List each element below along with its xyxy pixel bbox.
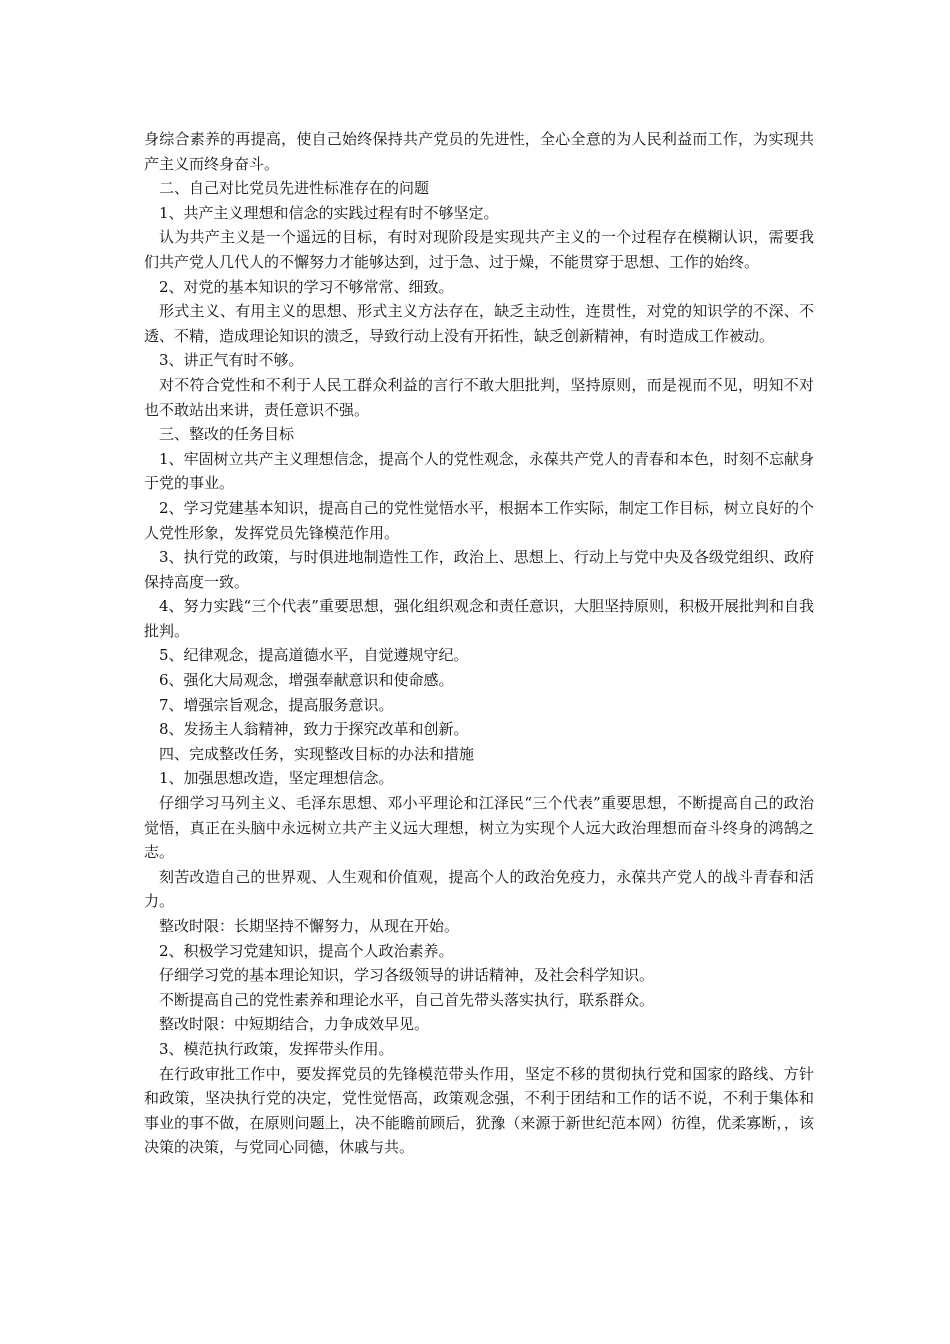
paragraph: 形式主义、有用主义的思想、形式主义方法存在，缺乏主动性，连贯性，对党的知识学的不深、不透、不精，造成理论知识的溃乏，导致行动上没有开拓性，缺乏创新精神，有时造成工作被动。 [144,302,814,345]
deadline-note: 整改时限：长期坚持不懈努力，从现在开始。 [159,917,460,935]
list-item: 3、模范执行政策，发挥带头作用。 [159,1039,394,1058]
paragraph: 仔细学习马列主义、毛泽东思想、邓小平理论和江泽民“三个代表”重要思想，不断提高自己的政治觉悟，真正在头脑中永远树立共产主义远大理想，树立为实现个人远大政治理想而奋斗终身的鸿鹄之志。 [144,794,814,862]
section-heading: 三、整改的任务目标 [159,425,295,444]
paragraph: 仔细学习党的基本理论知识，学习各级领导的讲话精神，及社会科学知识。 [159,966,655,985]
section-heading: 四、完成整改任务，实现整改目标的办法和措施 [159,744,475,763]
section-heading: 二、自己对比党员先进性标准存在的问题 [159,179,430,198]
paragraph: 认为共产主义是一个遥远的目标，有时对现阶段是实现共产主义的一个过程存在模糊认识，需要我们共产党人几代人的不懈努力才能够达到，过于急、过于燥，不能贯穿于思想、工作的始终。 [144,228,814,271]
paragraph: 身综合素养的再提高，使自己始终保持共产党员的先进性，全心全意的为人民利益而工作，为实现共产主义而终身奋斗。 [144,130,814,173]
list-item: 4、努力实践“三个代表”重要思想，强化组织观念和责任意识，大胆坚持原则，积极开展批判和自我批判。 [144,597,814,640]
list-item: 2、学习党建基本知识，提高自己的党性觉悟水平，根据本工作实际，制定工作目标，树立良好的个人党性形象，发挥党员先锋模范作用。 [144,498,814,542]
list-item: 1、牢固树立共产主义理想信念，提高个人的党性观念，永葆共产党人的青春和本色，时刻不忘献身于党的事业。 [144,449,814,493]
paragraph: 不断提高自己的党性素养和理论水平，自己首先带头落实执行，联系群众。 [159,990,655,1009]
deadline-note: 整改时限：中短期结合，力争成效早见。 [159,1015,430,1034]
paragraph: 刻苦改造自己的世界观、人生观和价值观，提高个人的政治免疫力，永葆共产党人的战斗青春和活力。 [144,867,814,911]
list-item: 1、加强思想改造，坚定理想信念。 [159,769,394,788]
paragraph: 对不符合党性和不利于人民工群众利益的言行不敢大胆批判，坚持原则，而是视而不见，明知不对也不敢站出来讲，责任意识不强。 [144,375,814,419]
list-item: 6、强化大局观念，增强奉献意识和使命感。 [159,671,454,690]
list-item: 3、讲正气有时不够。 [159,351,304,370]
document-body [144,127,814,1160]
paragraph: 在行政审批工作中，要发挥党员的先锋模范带头作用，坚定不移的贯彻执行党和国家的路线、方针和政策，坚决执行党的决定，党性觉悟高，政策观念强，不利于团结和工作的话不说，不利于集体和事业的事不做，在原则问题上，决不能瞻前顾后，犹豫（来源于新世纪范本网）彷徨，优柔寡断，，该决策的决策，与党同心同德，休戚与共。 [144,1064,814,1157]
list-item: 2、积极学习党建知识，提高个人政治素养。 [159,941,454,960]
list-item: 7、增强宗旨观念，提高服务意识。 [159,695,394,714]
list-item: 8、发扬主人翁精神，致力于探究改革和创新。 [159,720,469,739]
list-item: 5、纪律观念，提高道德水平，自觉遵规守纪。 [159,646,469,665]
list-item: 2、对党的基本知识的学习不够常常、细致。 [159,277,454,296]
list-item: 3、执行党的政策，与时俱进地制造性工作，政治上、思想上、行动上与党中央及各级党组织、政府保持高度一致。 [144,548,814,591]
list-item: 1、共产主义理想和信念的实践过程有时不够坚定。 [159,203,499,222]
